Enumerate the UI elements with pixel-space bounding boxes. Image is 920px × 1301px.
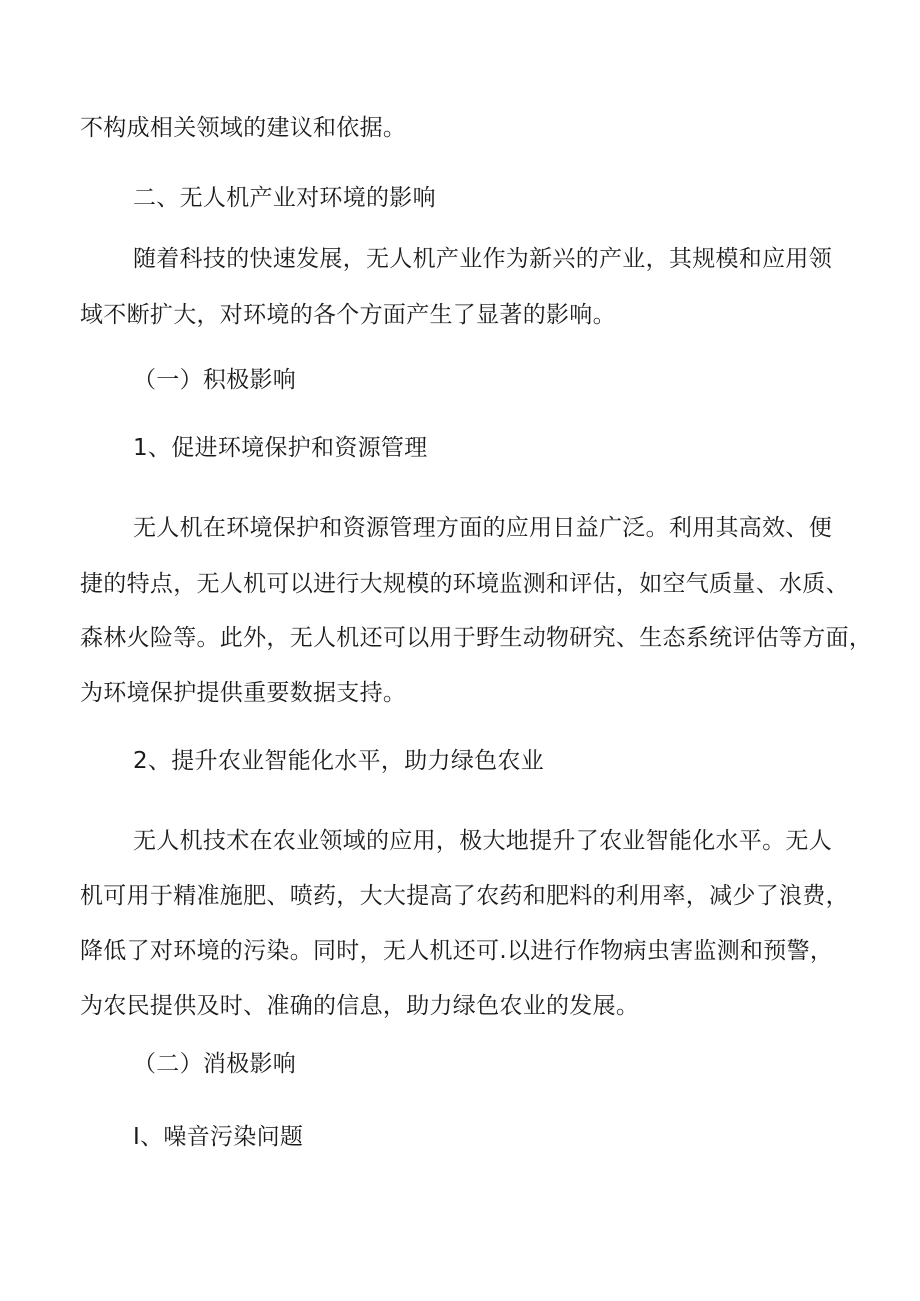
positive-item-2-line-2: 机可用于精准施肥、喷药，大大提高了农药和肥料的利用率，减少了浪费， (80, 883, 849, 909)
positive-item-2-title: 2、提升农业智能化水平，助力绿色农业 (133, 748, 545, 774)
positive-item-1-line-4: 为环境保护提供重要数据支持。 (80, 680, 407, 706)
positive-item-1-line-3: 森林火险等。此外，无人机还可以用于野生动物研究、生态系统评估等方面， (80, 625, 873, 651)
positive-item-2-line-1: 无人机技术在农业领域的应用，极大地提升了农业智能化水平。无人 (133, 828, 832, 854)
section-title: 二、无人机产业对环境的影响 (133, 185, 436, 211)
positive-item-1-line-2: 捷的特点，无人机可以进行大规模的环境监测和评估，如空气质量、水质、 (80, 571, 849, 597)
positive-item-1-line-1: 无人机在环境保护和资源管理方面的应用日益广泛。利用其高效、便 (133, 515, 832, 541)
intro-line-2: 域不断扩大，对环境的各个方面产生了显著的影响。 (80, 302, 616, 328)
continuation-line: 不构成相关领域的建议和依据。 (80, 115, 407, 141)
positive-item-2-line-4: 为农民提供及时、准确的信息，助力绿色农业的发展。 (80, 993, 640, 1019)
positive-item-2-line-3: 降低了对环境的污染。同时，无人机还可.以进行作物病虫害监测和预警， (80, 938, 834, 964)
negative-item-1-title: I、噪音污染问题 (133, 1124, 304, 1150)
positive-item-1-title: 1、促进环境保护和资源管理 (133, 435, 428, 461)
negative-heading: （二）消极影响 (133, 1051, 297, 1077)
intro-line-1: 随着科技的快速发展，无人机产业作为新兴的产业，其规模和应用领 (133, 246, 832, 272)
positive-heading: （一）积极影响 (133, 367, 297, 393)
